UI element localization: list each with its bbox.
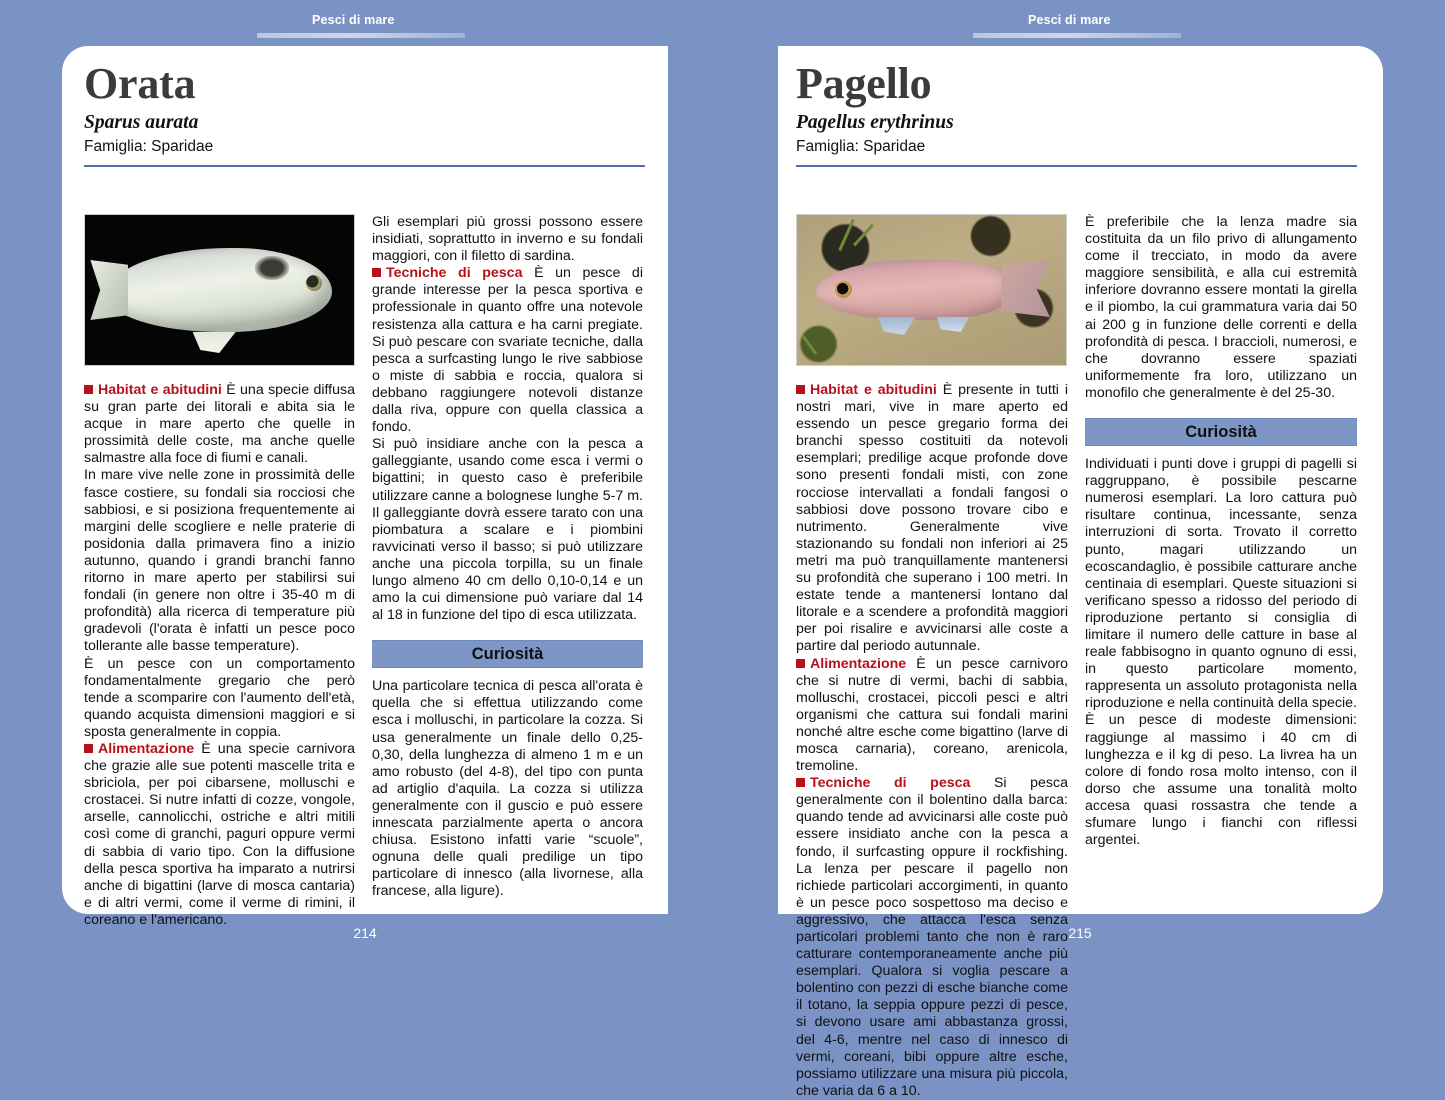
paragraph-habitat-2: In mare vive nelle zone in prossimità delle fasce costiere, su fondali sia rocciosi che sabbiosi, e si posiziona frequentemente ai margini delle scogliere e nelle praterie di posidonia dalla primavera fino a inizio autunno, quando i grandi branchi fanno ritorno in mare aperto per stabilirsi sui fondali (in genere non oltre i 35-40 m di profondità) alla ricerca di temperature più gradevoli (l'orata è infatti un pesce poco tollerante alle basse temperature). xyxy=(84,467,355,655)
fish-pectoral-fin-shape xyxy=(878,317,916,335)
body-columns xyxy=(84,214,645,928)
section-tag-alimentazione: Alimentazione xyxy=(796,656,906,672)
paragraph-habitat-1: Habitat e abitudini È una specie diffusa su gran parte dei litorali e abita sia le acque in mare aperto che quelle in prossimità delle coste, ma anche quelle salmastre alla foce di fiumi e canali. xyxy=(84,382,355,467)
orata-photo xyxy=(84,214,355,366)
page-title: Orata xyxy=(84,59,196,108)
seagrass-blade xyxy=(839,219,856,251)
paragraph-tecniche-1: Tecniche di pesca Si pesca generalmente con il bolentino dalla barca: quando tende ad avvicinarsi alle coste può essere insidiato anche con la pesca a fondo, il surfcasting oppure il rockfishing. La lenza per pescare il pagello non richiede particolari accorgimenti, in quanto è un pesce poco sospettoso ma deciso e aggressivo, che attacca l'esca senza particolari problemi tanto che non è raro catturare contemporaneamente anche più esemplari. Qualora si voglia pescare a bolentino con pezzi di esche bianche come il totano, la seppia oppure pezzi di pesce, si devono usare ami abbastanza grossi, del 4-6, mentre nel caso di innesco di vermi, coreani, bibi oppure altre esche, possiamo utilizzare una misura più piccola, che varia da 6 a 10. xyxy=(796,775,1068,1099)
fish-anal-fin-shape xyxy=(937,317,969,332)
column-left xyxy=(84,214,355,928)
fish-tail-shape xyxy=(1001,260,1049,317)
latin-name: Sparus aurata xyxy=(84,112,199,133)
paragraph-alimentazione-2: Gli esemplari più grossi possono essere insidiati, soprattutto in inverno e su fondali maggiori, con il filetto di sardina. xyxy=(372,214,643,265)
curiosita-text: Una particolare tecnica di pesca all'orata è quella che si effettua utilizzando come esca i molluschi, in particolare la cozza. Si usa generalmente un finale dello 0,25-0,30, della lunghezza di almeno 1 m e un amo robusto (del 4-8), del tipo con punta ad artiglio d'aquila. La cozza si utilizza generalmente con il guscio e può essere innescata parzialmente aperta o ancora chiusa. Esistono infatti varie “scuole”, ognuna delle quali predilige un tipo particolare di innesco (alla livornese, alla francese, alla ligure). xyxy=(372,678,643,900)
paragraph-alimentazione-1: Alimentazione È una specie carnivora che grazie alle sue potenti mascelle trita e sbriciola, per poi cibarsene, molluschi e crostacei. Si nutre infatti di cozze, vongole, arselle, cannolicchi, ostriche e altri mitili così come di granchi, paguri oppure vermi di sabbia di vario tipo. Con la diffusione della pesca sportiva ha imparato a nutrirsi anche di bigattini (larve di mosca cantaria) e di altri vermi, come il verme di rimini, il coreano e l'americano. xyxy=(84,740,355,928)
title-divider xyxy=(796,165,1357,167)
seagrass-blade xyxy=(853,224,874,247)
column-right xyxy=(1085,214,1357,904)
page-left xyxy=(62,46,667,928)
column-right xyxy=(372,214,643,904)
running-head-right xyxy=(778,0,1378,46)
red-square-icon xyxy=(84,744,93,753)
fish-eye xyxy=(306,275,322,291)
family-label: Famiglia: Sparidae xyxy=(796,138,926,155)
paragraph-tecniche-1: Tecniche di pesca È un pesce di grande interesse per la pesca sportiva e professionale in quanto offre una notevole resistenza alla cattura e ha carni pregiate. Si può pescare con svariate tecniche, dalla pesca a surfcasting lungo le rive sabbiose o miste di sabbia e roccia, qualora si debbano raggiungere notevoli distanze dalla riva, oppure con quella classica a fondo. xyxy=(372,265,643,436)
paragraph-tecniche-2: È preferibile che la lenza madre sia costituita da un filo privo di allungamento come il trecciato, in modo da avere maggiore sensibilità, e alla cui estremità inferiore dovranno essere montati la girella e il piombo, la cui grammatura varia dai 50 ai 200 g in funzione delle correnti e della profondità di pesca. I braccioli, numerosi, e che dovranno essere spaziati uniformemente fra loro, utilizzano un monofilo che generalmente è del 25-30. xyxy=(1085,214,1357,401)
family-label: Famiglia: Sparidae xyxy=(84,138,214,155)
paragraph-alimentazione-1: Alimentazione È un pesce carnivoro che si nutre di vermi, bachi di sabbia, molluschi, crostacei, piccoli pesci e altri organismi che cattura sui fondali marini nonché altre esche come bigattino (larve di mosca carnaria), coreano, arenicola, tremoline. xyxy=(796,655,1068,775)
folio-right: 215 xyxy=(1068,925,1092,941)
running-head-left-label: Pesci di mare xyxy=(312,13,395,27)
section-tag-habitat: Habitat e abitudini xyxy=(84,382,222,398)
paragraph-habitat-3: È un pesce con un comportamento fondamentalmente gregario che però tende a scomparire con l'aumento dell'età, quando acquista dimensioni maggiori e si sposta generalmente in coppia. xyxy=(84,655,355,740)
fish-anal-fin-shape xyxy=(193,332,236,353)
latin-name: Pagellus erythrinus xyxy=(796,112,954,133)
folio-left: 214 xyxy=(353,925,377,941)
paragraph-habitat-1: Habitat e abitudini È presente in tutti i nostri mari, vive in mare aperto ed essendo un pesce gregario forma dei branchi spesso costituiti da notevoli esemplari; predilige acque profonde dove sono presenti fondali misti, con zone rocciose intervallati a fondali fangosi o sabbiosi dove possono trovare cibo e nutrimento. Generalmente vive stazionando su fondali non inferiori ai 25 metri ma può tranquillamente mantenersi su profondità che superano i 100 metri. In estate tende a mantenersi lontano dal litorale e a scendere a profondità maggiori per poi risalire e avvicinarsi alle coste a partire dal periodo autunnale. xyxy=(796,382,1068,655)
page-title: Pagello xyxy=(796,59,932,108)
fish-gill-spot xyxy=(255,256,289,280)
fish-eye xyxy=(835,281,852,298)
running-head-right-label: Pesci di mare xyxy=(1028,13,1111,27)
column-left xyxy=(796,214,1068,1099)
fish-tail-shape xyxy=(90,260,128,320)
fish-body-shape xyxy=(107,248,333,332)
red-square-icon xyxy=(796,778,805,787)
section-tag-habitat: Habitat e abitudini xyxy=(796,382,937,398)
red-square-icon xyxy=(796,659,805,668)
pagello-photo xyxy=(796,214,1067,366)
title-divider xyxy=(84,165,645,167)
red-square-icon xyxy=(372,268,381,277)
running-head-left xyxy=(62,0,662,46)
red-square-icon xyxy=(84,385,93,394)
curiosita-header: Curiosità xyxy=(1085,418,1357,446)
section-tag-tecniche: Tecniche di pesca xyxy=(796,775,970,791)
section-tag-tecniche: Tecniche di pesca xyxy=(372,265,522,281)
running-head-right-rule xyxy=(973,33,1181,38)
section-tag-alimentazione: Alimentazione xyxy=(84,741,194,757)
red-square-icon xyxy=(796,385,805,394)
curiosita-header: Curiosità xyxy=(372,640,643,668)
running-head-left-rule xyxy=(257,33,465,38)
paragraph-tecniche-2: Si può insidiare anche con la pesca a galleggiante, usando come esca i vermi o bigattini; in questo caso è preferibile utilizzare canne a bolognese lunghe 5-7 m. Il galleggiante dovrà essere tarato con una piombatura a scalare e i piombini ravvicinati verso il basso; si può utilizzare anche una piccola torpilla, su un finale lungo almeno 40 cm dello 0,10-0,14 e un amo la cui dimensione può variare dal 14 al 18 in funzione del tipo di esca utilizzata. xyxy=(372,436,643,624)
curiosita-text: Individuati i punti dove i gruppi di pagelli si raggruppano, è possibile pescarne numerosi esemplari. La loro cattura può risultare continua, incessante, senza interruzioni di sorta. Trovato il corretto punto, magari utilizzando un ecoscandaglio, è possibile catturare anche centinaia di esemplari. Queste situazioni si verificano spesso a ridosso del periodo di riproduzione pertanto si consiglia di limitare il numero delle catture in base al reale fabbisogno in quanto ognuno di essi, in questo particolare momento, rappresenta un assoluto protagonista nella riproduzione e nella continuità della specie. È un pesce di modeste dimensioni: raggiunge al massimo i 40 cm di lunghezza e il kg di peso. La livrea ha un colore di fondo rosa molto intenso, con il dorso che assume una tonalità molto accesa quasi rossastra che tende a sfumare lungo i fianchi con riflessi argentei. xyxy=(1085,456,1357,849)
seagrass-blade xyxy=(802,335,817,355)
